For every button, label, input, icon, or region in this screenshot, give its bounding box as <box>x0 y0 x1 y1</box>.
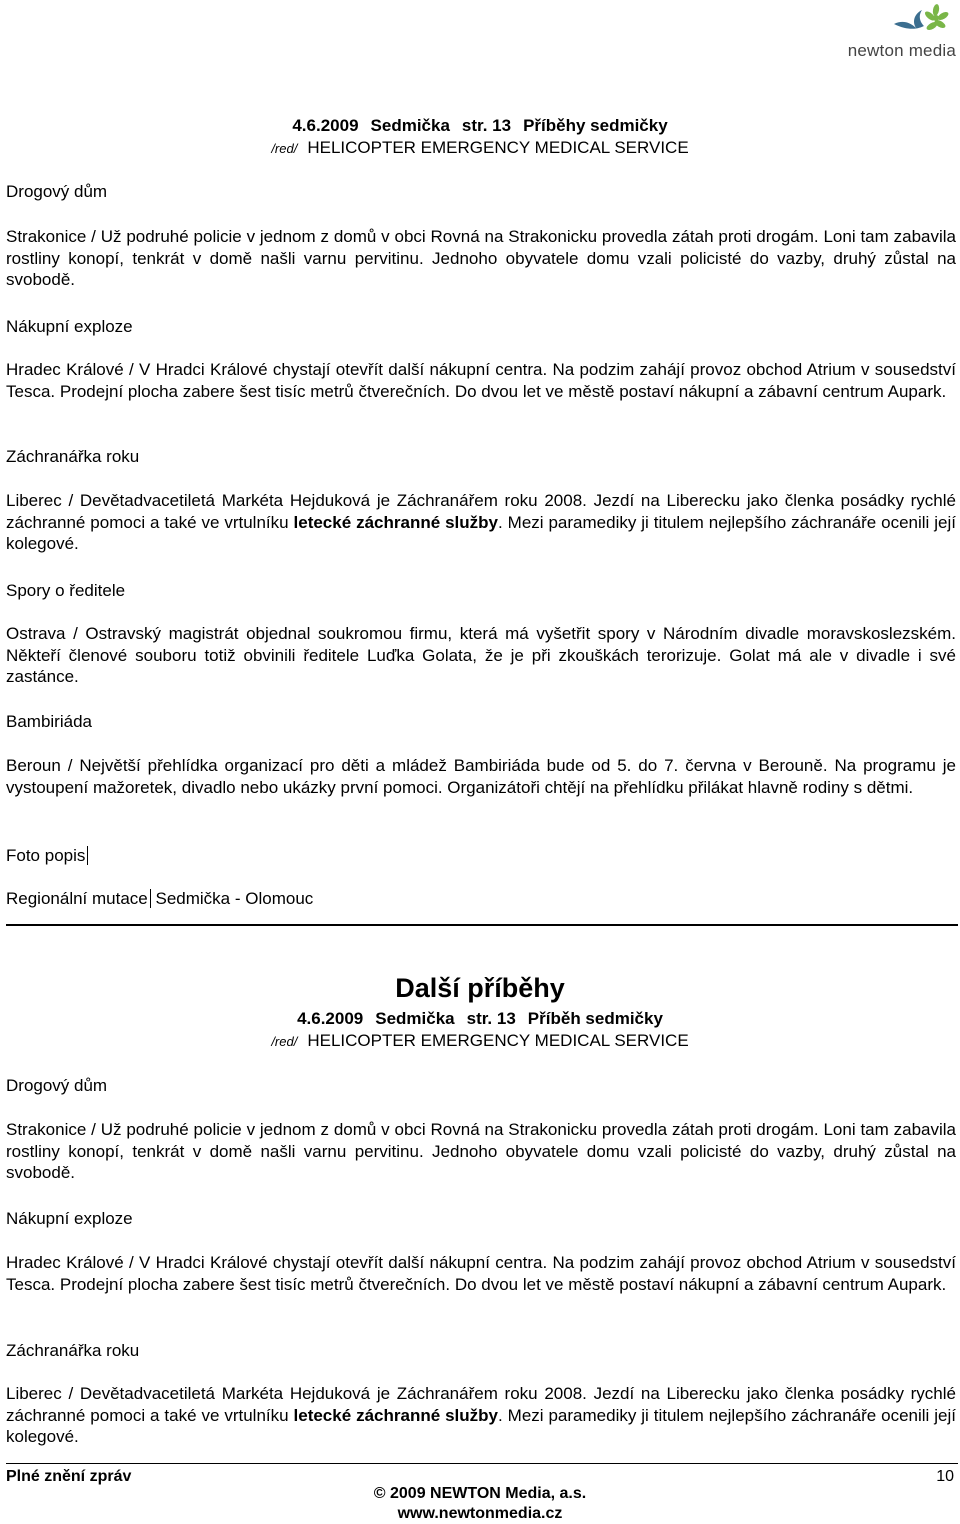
copyright: © 2009 NEWTON Media, a.s. <box>373 1485 587 1502</box>
item-text: Liberec / Devětadvacetiletá Markéta Hejduková je Záchranářem roku 2008. Jezdí na Liberecku jako členka posádky rychlé záchranné pomoci a také ve vrtulníku letecké záchranné služby. Mezi paramediky ji titulem nejlepšího záchranáře ocenili její kolegové. <box>6 491 956 553</box>
item-text: Hradec Králové / V Hradci Králové chystají otevřít další nákupní centra. Na podzim zahájí provoz obchod Atrium v sousedství Tesca. Prodejní plocha zabere šest tisíc metrů čtverečních. Do dvou let ve městě postaví nákupní a zábavní centrum Aupark. <box>6 360 956 401</box>
section-divider <box>6 924 958 926</box>
item-text: Ostrava / Ostravský magistrát objednal soukromou firmu, která má vyšetřit spory v Národním divadle moravskoslezském. Někteří členové souboru totiž obvinili ředitele Luďka Golata, že je při zkouškách terorizuje. Golat má ale v divadle i své zastánce. <box>6 624 956 686</box>
meta-company: HELICOPTER EMERGENCY MEDICAL SERVICE <box>307 1030 689 1050</box>
website-link[interactable]: www.newtonmedia.cz <box>397 1505 563 1522</box>
meta-page: str. 13 <box>461 116 512 135</box>
logo-text: newton media <box>847 41 956 60</box>
item-heading: Bambiriáda <box>6 712 92 731</box>
section-title: Další příběhy <box>395 973 565 1003</box>
meta-date: 4.6.2009 <box>292 116 359 135</box>
bird-logo-icon <box>890 2 952 42</box>
item-heading: Záchranářka roku <box>6 447 140 466</box>
article-meta <box>0 115 960 159</box>
regional-value: Sedmička - Olomouc <box>155 889 314 908</box>
foto-popis-label: Foto popis <box>6 845 956 867</box>
item-heading: Nákupní exploze <box>6 317 133 336</box>
item-text: Strakonice / Už podruhé policie v jednom z domů v obci Rovná na Strakonicku provedla zátah proti drogám. Loni tam zabavila rostliny konopí, tenkrát v domě našli varnu pervitinu. Jednoho obyvatele domu vzali policisté do vazby, druhý zůstal na svobodě. <box>6 1120 956 1182</box>
item-text: Strakonice / Už podruhé policie v jednom z domů v obci Rovná na Strakonicku provedla zátah proti drogám. Loni tam zabavila rostliny konopí, tenkrát v domě našli varnu pervitinu. Jednoho obyvatele domu vzali policisté do vazby, druhý zůstal na svobodě. <box>6 227 956 289</box>
footer-copyright-block <box>0 1484 960 1524</box>
item-heading: Záchranářka roku <box>6 1341 140 1360</box>
footer-divider <box>6 1463 958 1464</box>
meta-company: HELICOPTER EMERGENCY MEDICAL SERVICE <box>307 137 689 157</box>
meta-author: /red/ <box>271 140 298 156</box>
article-meta <box>0 1008 960 1052</box>
meta-author: /red/ <box>271 1033 298 1049</box>
meta-author-line <box>0 1030 960 1053</box>
item-heading: Spory o ředitele <box>6 581 126 600</box>
item-heading: Drogový dům <box>6 182 108 201</box>
meta-source: Sedmička <box>370 116 450 135</box>
item-text: Liberec / Devětadvacetiletá Markéta Hejduková je Záchranářem roku 2008. Jezdí na Liberecku jako členka posádky rychlé záchranné pomoci a také ve vrtulníku letecké záchranné služby. Mezi paramediky ji titulem nejlepšího záchranáře ocenili její kolegové. <box>6 1384 956 1446</box>
meta-source: Sedmička <box>375 1009 455 1028</box>
item-text: Beroun / Největší přehlídka organizací pro děti a mládež Bambiriáda bude od 5. do 7. června v Berouně. Na programu je vystoupení mažoretek, divadlo nebo ukázky první pomoci. Organizátoři chtějí na přehlídku přilákat hlavně rodiny s dětmi. <box>6 756 956 797</box>
meta-section: Příběh sedmičky <box>527 1009 663 1028</box>
meta-section: Příběhy sedmičky <box>523 116 668 135</box>
item-heading: Drogový dům <box>6 1076 108 1095</box>
item-text: Hradec Králové / V Hradci Králové chystají otevřít další nákupní centra. Na podzim zahájí provoz obchod Atrium v sousedství Tesca. Prodejní plocha zabere šest tisíc metrů čtverečních. Do dvou let ve městě postaví nákupní a zábavní centrum Aupark. <box>6 1253 956 1294</box>
regional-mutation <box>6 888 956 910</box>
meta-page: str. 13 <box>466 1009 516 1028</box>
meta-date: 4.6.2009 <box>297 1009 364 1028</box>
regional-label: Regionální mutace <box>6 889 151 908</box>
meta-line <box>0 115 960 137</box>
meta-author-line <box>0 137 960 160</box>
meta-line <box>0 1008 960 1030</box>
item-heading: Nákupní exploze <box>6 1209 133 1228</box>
newton-media-logo <box>846 2 956 68</box>
page-number: 10 <box>936 1468 954 1485</box>
footer-label: Plné znění zpráv <box>6 1468 132 1485</box>
